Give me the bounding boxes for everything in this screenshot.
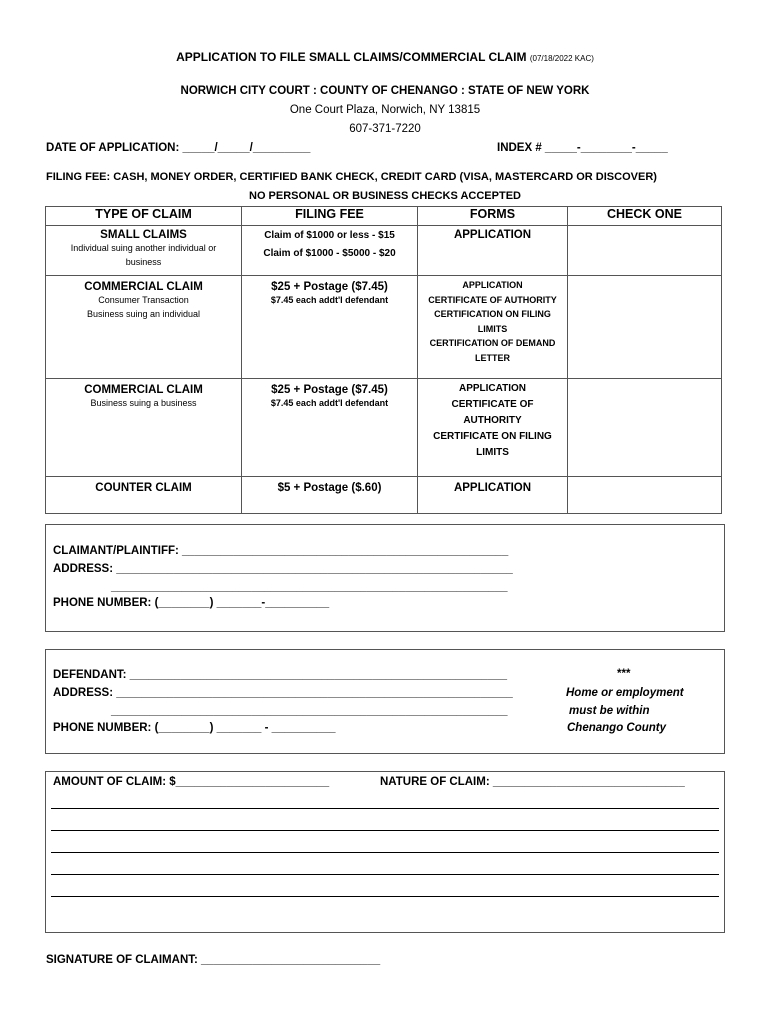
claimant-phone-field[interactable]: PHONE NUMBER: (________) _______-__________ <box>53 597 330 609</box>
jurisdiction-note: Chenango County <box>567 722 667 734</box>
type-cell <box>46 226 242 276</box>
claimant-address-field[interactable]: ADDRESS: ______________________________________________________________ <box>53 563 513 575</box>
date-of-application-field[interactable]: DATE OF APPLICATION: _____/_____/_________ <box>46 142 311 154</box>
check-one-cell-small-claims[interactable] <box>568 226 722 276</box>
claim-type-desc: Individual suing another individual or <box>70 243 217 253</box>
claimant-section <box>45 524 725 632</box>
court-phone: 607-371-7220 <box>349 123 421 135</box>
nature-of-claim-field[interactable]: NATURE OF CLAIM: ______________________________ <box>380 776 685 788</box>
fee-amount: $5 + Postage ($.60) <box>277 482 382 494</box>
claimant-name-field[interactable]: CLAIMANT/PLAINTIFF: ___________________________________________________ <box>53 545 509 557</box>
defendant-address-field[interactable]: ADDRESS: ______________________________________________________________ <box>53 687 513 699</box>
form-name: APPLICATION <box>458 383 527 394</box>
filing-fee-text: FILING FEE: CASH, MONEY ORDER, CERTIFIED BANK CHECK, CREDIT CARD (VISA, MASTERCARD OR DISCOVER) <box>46 171 657 183</box>
fee-cell <box>242 276 418 379</box>
form-name: AUTHORITY <box>463 415 522 426</box>
jurisdiction-note: Home or employment <box>566 687 684 699</box>
claim-type-desc: business <box>125 257 162 267</box>
form-name: APPLICATION <box>453 482 532 494</box>
fee-cell <box>242 379 418 477</box>
table-row-commercial-business <box>46 379 722 477</box>
fee-line: Claim of $1000 - $5000 - $20 <box>263 248 396 259</box>
amount-of-claim-field[interactable]: AMOUNT OF CLAIM: $________________________ <box>53 776 330 788</box>
claim-type-desc: Business suing an individual <box>86 309 201 319</box>
note-stars: *** <box>617 668 631 680</box>
no-checks-notice: NO PERSONAL OR BUSINESS CHECKS ACCEPTED <box>249 190 521 202</box>
form-name: CERTIFICATION ON FILING <box>434 309 551 319</box>
jurisdiction-note: must be within <box>569 705 650 717</box>
form-name: APPLICATION <box>453 229 532 241</box>
form-name: CERTIFICATION OF DEMAND <box>429 338 556 348</box>
signature-field[interactable]: SIGNATURE OF CLAIMANT: ____________________________ <box>46 954 381 966</box>
claim-description-line[interactable] <box>51 852 719 853</box>
forms-cell <box>418 226 568 276</box>
type-cell <box>46 276 242 379</box>
table-header-row <box>46 207 722 226</box>
claimant-address-line2-field[interactable]: ______________________________________________________________ <box>111 581 508 593</box>
fee-cell <box>242 477 418 514</box>
header-filing-fee: FILING FEE <box>242 207 418 226</box>
check-one-cell-commercial-consumer[interactable] <box>568 276 722 379</box>
header-type-of-claim: TYPE OF CLAIM <box>46 207 242 226</box>
check-one-cell-commercial-business[interactable] <box>568 379 722 477</box>
type-cell <box>46 379 242 477</box>
defendant-section <box>45 649 725 754</box>
court-name: NORWICH CITY COURT : COUNTY OF CHENANGO : STATE OF NEW YORK <box>180 85 590 97</box>
header-check-one: CHECK ONE <box>568 207 722 226</box>
fee-cell <box>242 226 418 276</box>
claim-type: COUNTER CLAIM <box>95 482 192 494</box>
claim-type: COMMERCIAL CLAIM <box>84 384 203 396</box>
claim-description-line[interactable] <box>51 896 719 897</box>
table-row-small-claims <box>46 226 722 276</box>
fee-additional: $7.45 each addt'l defendant <box>270 398 389 408</box>
table-row-counter-claim <box>46 477 722 514</box>
fee-amount: $25 + Postage ($7.45) <box>271 384 388 396</box>
fee-amount: $25 + Postage ($7.45) <box>271 281 388 293</box>
form-name: CERTIFICATE ON FILING <box>433 431 552 442</box>
type-cell <box>46 477 242 514</box>
defendant-address-line2-field[interactable]: ______________________________________________________________ <box>111 705 508 717</box>
form-title-text: APPLICATION TO FILE SMALL CLAIMS/COMMERCIAL CLAIM <box>176 50 527 64</box>
forms-cell <box>418 379 568 477</box>
forms-cell <box>418 477 568 514</box>
index-number-field[interactable]: INDEX # _____-________-_____ <box>497 142 668 154</box>
form-name: LIMITS <box>477 323 508 334</box>
defendant-phone-field[interactable]: PHONE NUMBER: (________) _______ - __________ <box>53 722 336 734</box>
fee-additional: $7.45 each addt'l defendant <box>270 295 389 305</box>
claim-type-desc: Consumer Transaction <box>98 295 189 305</box>
form-name: LETTER <box>475 352 510 363</box>
form-name: CERTIFICATE OF <box>451 399 534 410</box>
claim-type: COMMERCIAL CLAIM <box>84 281 203 293</box>
court-address: One Court Plaza, Norwich, NY 13815 <box>289 104 481 116</box>
claim-type: SMALL CLAIMS <box>100 229 187 241</box>
form-name: CERTIFICATE OF AUTHORITY <box>428 294 557 305</box>
check-one-cell-counter-claim[interactable] <box>568 477 722 514</box>
claim-description-line[interactable] <box>51 808 719 809</box>
table-row-commercial-consumer <box>46 276 722 379</box>
defendant-name-field[interactable]: DEFENDANT: ___________________________________________________________ <box>53 669 508 681</box>
claim-description-line[interactable] <box>51 830 719 831</box>
header-forms: FORMS <box>418 207 568 226</box>
revision-date: (07/18/2022 KAC) <box>529 54 594 63</box>
claim-type-desc: Business suing a business <box>90 398 197 408</box>
forms-cell <box>418 276 568 379</box>
fee-line: Claim of $1000 or less - $15 <box>264 230 395 241</box>
claim-description-line[interactable] <box>51 874 719 875</box>
form-title <box>0 50 770 64</box>
form-name: LIMITS <box>476 447 509 458</box>
form-name: APPLICATION <box>462 280 523 290</box>
claim-type-table <box>45 206 722 514</box>
